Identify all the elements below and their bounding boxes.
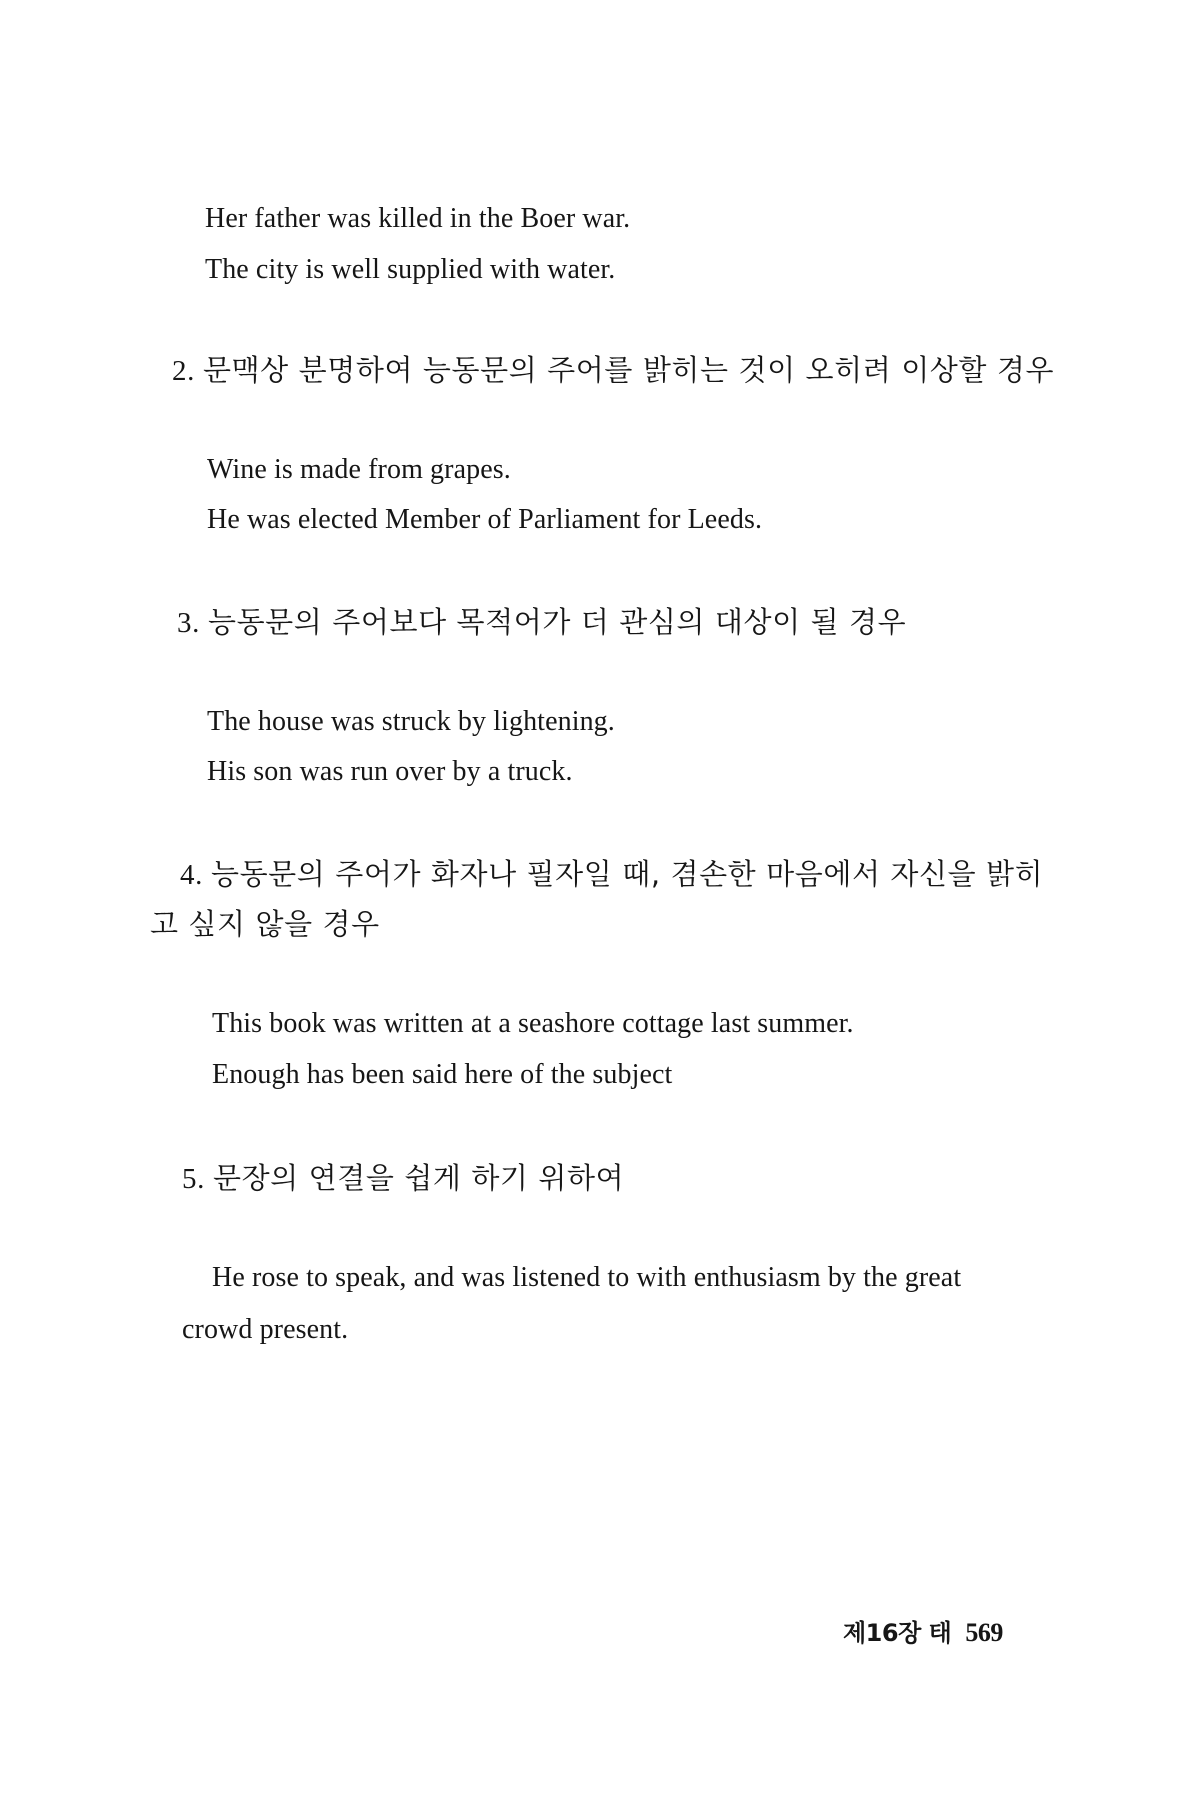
page-number: 569 [965, 1618, 1003, 1647]
section-number: 3. [177, 607, 200, 639]
chapter-label: 제16장 태 [843, 1619, 952, 1647]
example-sentence: The house was struck by lightening. [207, 706, 615, 737]
section-heading-4-continuation: 고 싶지 않을 경우 [150, 907, 380, 941]
example-sentence: He was elected Member of Parliament for Leeds. [207, 504, 763, 535]
section-heading-3 [177, 605, 907, 639]
example-sentence: This book was written at a seashore cottage last summer. [212, 1008, 854, 1039]
example-sentence: Her father was killed in the Boer war. [205, 203, 631, 234]
example-sentence: Enough has been said here of the subject [212, 1059, 673, 1090]
section-number: 5. [182, 1163, 205, 1195]
example-sentence: He rose to speak, and was listened to with enthusiasm by the great [212, 1262, 962, 1293]
section-heading-text: 문장의 연결을 쉽게 하기 위하여 [212, 1161, 625, 1195]
section-number: 4. [180, 859, 203, 891]
example-sentence: The city is well supplied with water. [205, 254, 616, 285]
example-sentence-continuation: crowd present. [182, 1314, 349, 1345]
section-heading-text: 문맥상 분명하여 능동문의 주어를 밝히는 것이 오히려 이상할 경우 [202, 353, 1055, 387]
page-footer [843, 1613, 1003, 1648]
example-sentence: Wine is made from grapes. [207, 454, 511, 485]
section-heading-text: 능동문의 주어가 화자나 필자일 때, 겸손한 마음에서 자신을 밝히 [210, 857, 1044, 891]
section-heading-text: 능동문의 주어보다 목적어가 더 관심의 대상이 될 경우 [207, 605, 907, 639]
section-heading-4 [180, 857, 1044, 891]
example-sentence: His son was run over by a truck. [207, 756, 573, 787]
section-heading-5 [182, 1161, 625, 1195]
section-heading-2 [172, 353, 1055, 387]
section-number: 2. [172, 355, 195, 387]
